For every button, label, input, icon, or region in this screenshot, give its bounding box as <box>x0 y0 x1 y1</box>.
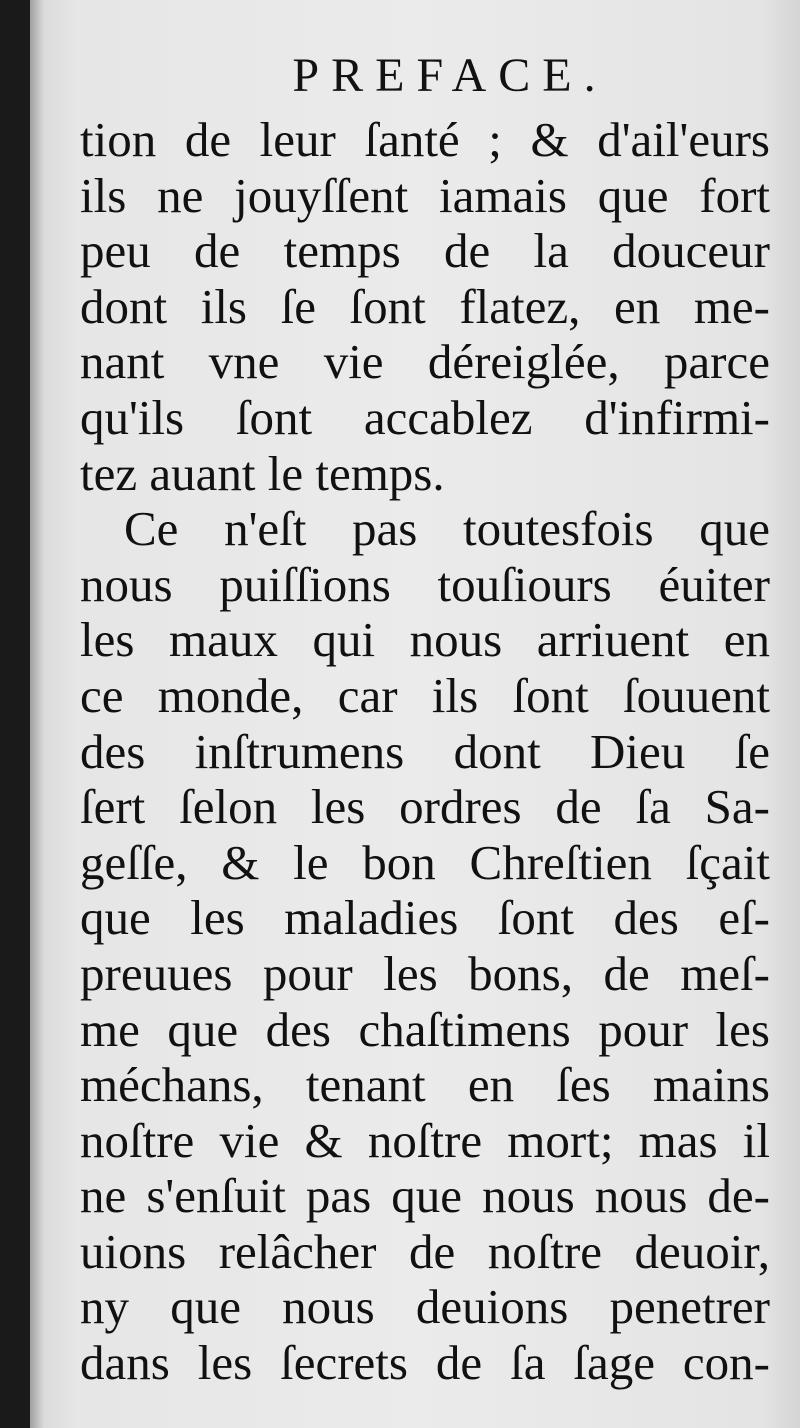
text-line: des inſtrumens dont Dieu ſe <box>80 723 770 779</box>
running-head: PREFACE. <box>292 49 608 102</box>
body-text <box>80 112 770 1391</box>
text-line: peu de temps de la douceur <box>80 223 770 279</box>
text-line: nant vne vie déreiglée, parce <box>80 334 770 390</box>
text-line: ny que nous deuions penetrer <box>80 1279 770 1335</box>
text-line: me que des chaſtimens pour les <box>80 1001 770 1057</box>
text-line: noſtre vie & noſtre mort; mas il <box>80 1112 770 1168</box>
text-line: tion de leur ſanté ; & d'ail'eurs <box>80 112 770 167</box>
text-line: geſſe, & le bon Chreſtien ſçait <box>80 834 770 890</box>
paragraph-start-line: Ce n'eſt pas toutesfois que <box>124 501 770 557</box>
text-line: les maux qui nous arriuent en <box>80 612 770 668</box>
text-line: preuues pour les bons, de meſ- <box>80 945 770 1001</box>
text-line: ce monde, car ils ſont ſouuent <box>80 667 770 723</box>
text-line: ſert ſelon les ordres de ſa Sa- <box>80 779 770 835</box>
text-line: uions relâcher de noſtre deuoir, <box>80 1223 770 1279</box>
text-line: ils ne jouyſſent iamais que fort <box>80 167 770 223</box>
text-line: dans les ſecrets de ſa ſage con- <box>80 1335 770 1391</box>
text-line: dont ils ſe ſont flatez, en me- <box>80 278 770 334</box>
text-line: méchans, tenant en ſes mains <box>80 1057 770 1113</box>
text-line: nous puiſſions touſiours éuiter <box>80 556 770 612</box>
book-page <box>30 0 800 1428</box>
text-line: qu'ils ſont accablez d'infirmi- <box>80 389 770 445</box>
text-line: que les maladies ſont des eſ- <box>80 890 770 946</box>
text-line: tez auant le temps. <box>80 445 445 501</box>
text-line: ne s'enſuit pas que nous nous de- <box>80 1168 770 1224</box>
